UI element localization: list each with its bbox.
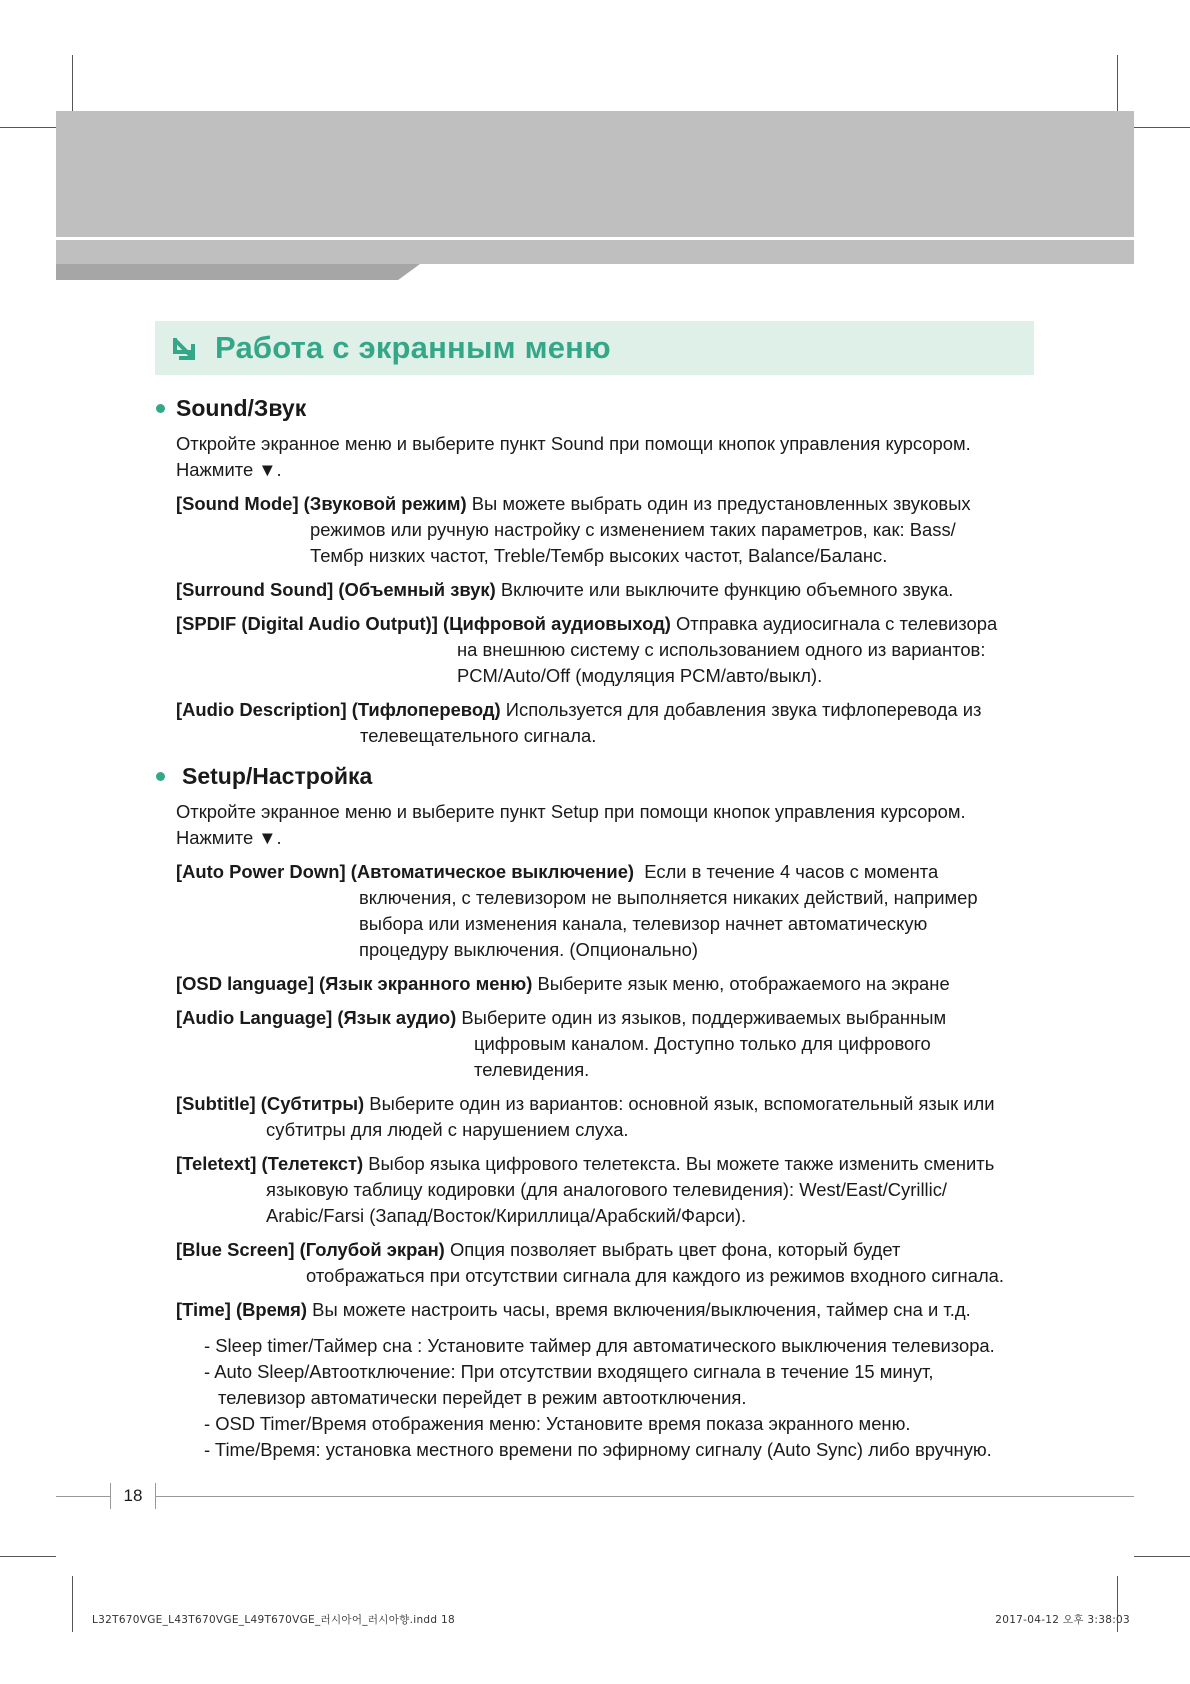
item-desc: процедуру выключения. (Опционально) [359,939,699,960]
item-desc: Выберите язык меню, отображаемого на экране [537,973,950,994]
crop-mark [0,1556,56,1557]
bullet-dot-icon [156,772,165,781]
item-desc: Используется для добавления звука тифлоперевода из [505,699,982,720]
sound-intro-line: Нажмите ▼. [176,459,282,480]
setup-intro [176,799,1056,851]
section-title-bar [155,321,1034,375]
item-desc: Выберите один из вариантов: основной язык, вспомогательный язык или [369,1093,995,1114]
item-term: [Teletext] (Телетекст) [176,1153,364,1174]
item-term: [Blue Screen] (Голубой экран) [176,1239,445,1260]
crop-mark [1134,127,1190,128]
audio-language-item [176,1005,1056,1083]
crop-mark [72,55,73,111]
item-desc: Если в течение 4 часов с момента [644,861,939,882]
item-desc: Выбор языка цифрового телетекста. Вы можете также изменить сменить [368,1153,995,1174]
list-item: - Auto Sleep/Автоотключение: При отсутствии входящего сигнала в течение 15 минут, [204,1361,934,1382]
blue-screen-item [176,1237,1056,1289]
list-item: - OSD Timer/Время отображения меню: Установите время показа экранного меню. [204,1413,911,1434]
crop-mark [0,127,56,128]
item-term: [Audio Description] (Тифлоперевод) [176,699,501,720]
item-desc: режимов или ручную настройку с изменением таких параметров, как: Bass/ [310,519,956,540]
item-desc: включения, с телевизором не выполняется никаких действий, например [359,887,978,908]
item-desc: телевещательного сигнала. [360,725,597,746]
setup-heading-text: Setup/Настройка [182,763,373,789]
item-desc: Включите или выключите функцию объемного звука. [500,579,954,600]
surround-sound-item [176,577,1056,603]
footer-rule [56,1496,1134,1497]
page-number: 18 [110,1483,156,1509]
print-slug-date: 2017-04-12 오후 3:38:03 [995,1614,1130,1626]
sound-intro-line: Откройте экранное меню и выберите пункт Sound при помощи кнопок управления курсором. [176,433,971,454]
item-desc: Тембр низких частот, Treble/Тембр высоких частот, Balance/Баланс. [310,545,888,566]
section-title: Работа с экранным меню [215,330,611,365]
arrow-down-right-icon [169,334,197,362]
audio-description-item [176,697,1056,749]
sound-heading [156,395,1056,421]
item-term: [Audio Language] (Язык аудио) [176,1007,457,1028]
item-desc: Вы можете настроить часы, время включения/выключения, таймер сна и т.д. [312,1299,971,1320]
item-term: [Surround Sound] (Объемный звук) [176,579,496,600]
time-item [176,1297,1056,1323]
list-item: - Time/Время: установка местного времени по эфирному сигналу (Auto Sync) либо вручную. [204,1439,992,1460]
item-term: [Auto Power Down] (Автоматическое выключение) [176,861,635,882]
sound-heading-text: Sound/Звук [176,395,307,421]
item-desc: телевидения. [474,1059,590,1080]
header-tab [56,264,420,280]
item-desc: на внешнюю систему с использованием одного из вариантов: [457,639,986,660]
item-desc: отображаться при отсутствии сигнала для каждого из режимов входного сигнала. [306,1265,1005,1286]
item-desc: Вы можете выбрать один из предустановленных звуковых [471,493,971,514]
spdif-item [176,611,1056,689]
time-bullet-list [204,1333,1056,1463]
item-term: [Sound Mode] (Звуковой режим) [176,493,467,514]
print-slug-file: L32T670VGE_L43T670VGE_L49T670VGE_러시아어_러시아향.indd 18 [92,1614,455,1626]
header-subband [56,240,1134,264]
list-item: - Sleep timer/Таймер сна : Установите таймер для автоматического выключения телевизора. [204,1335,995,1356]
bullet-dot-icon [156,404,165,413]
crop-mark [72,1576,73,1632]
crop-mark [1117,55,1118,111]
subtitle-item [176,1091,1056,1143]
item-desc: выбора или изменения канала, телевизор начнет автоматическую [359,913,928,934]
item-desc: субтитры для людей с нарушением слуха. [266,1119,629,1140]
list-item: телевизор автоматически перейдет в режим автоотключения. [218,1387,747,1408]
item-desc: Выберите один из языков, поддерживаемых выбранным [461,1007,947,1028]
item-term: [SPDIF (Digital Audio Output)] (Цифровой аудиовыход) [176,613,671,634]
sound-intro [176,431,1056,483]
header-band [56,111,1134,237]
setup-heading [156,763,1056,789]
setup-intro-line: Откройте экранное меню и выберите пункт Setup при помощи кнопок управления курсором. [176,801,966,822]
item-term: [Time] (Время) [176,1299,308,1320]
sound-mode-item [176,491,1056,569]
item-term: [OSD language] (Язык экранного меню) [176,973,533,994]
item-desc: языковую таблицу кодировки (для аналогового телевидения): West/East/Cyrillic/ [266,1179,948,1200]
crop-mark [1134,1556,1190,1557]
item-desc: Отправка аудиосигнала с телевизора [676,613,998,634]
osd-language-item [176,971,1056,997]
item-desc: Arabic/Farsi (Запад/Восток/Кириллица/Арабский/Фарси). [266,1205,747,1226]
setup-intro-line: Нажмите ▼. [176,827,282,848]
auto-power-down-item [176,859,1056,963]
item-desc: PCM/Auto/Off (модуляция PCM/авто/выкл). [457,665,823,686]
teletext-item [176,1151,1056,1229]
item-desc: Опция позволяет выбрать цвет фона, который будет [449,1239,901,1260]
page-content [176,395,1056,1463]
item-term: [Subtitle] (Субтитры) [176,1093,365,1114]
item-desc: цифровым каналом. Доступно только для цифрового [474,1033,931,1054]
